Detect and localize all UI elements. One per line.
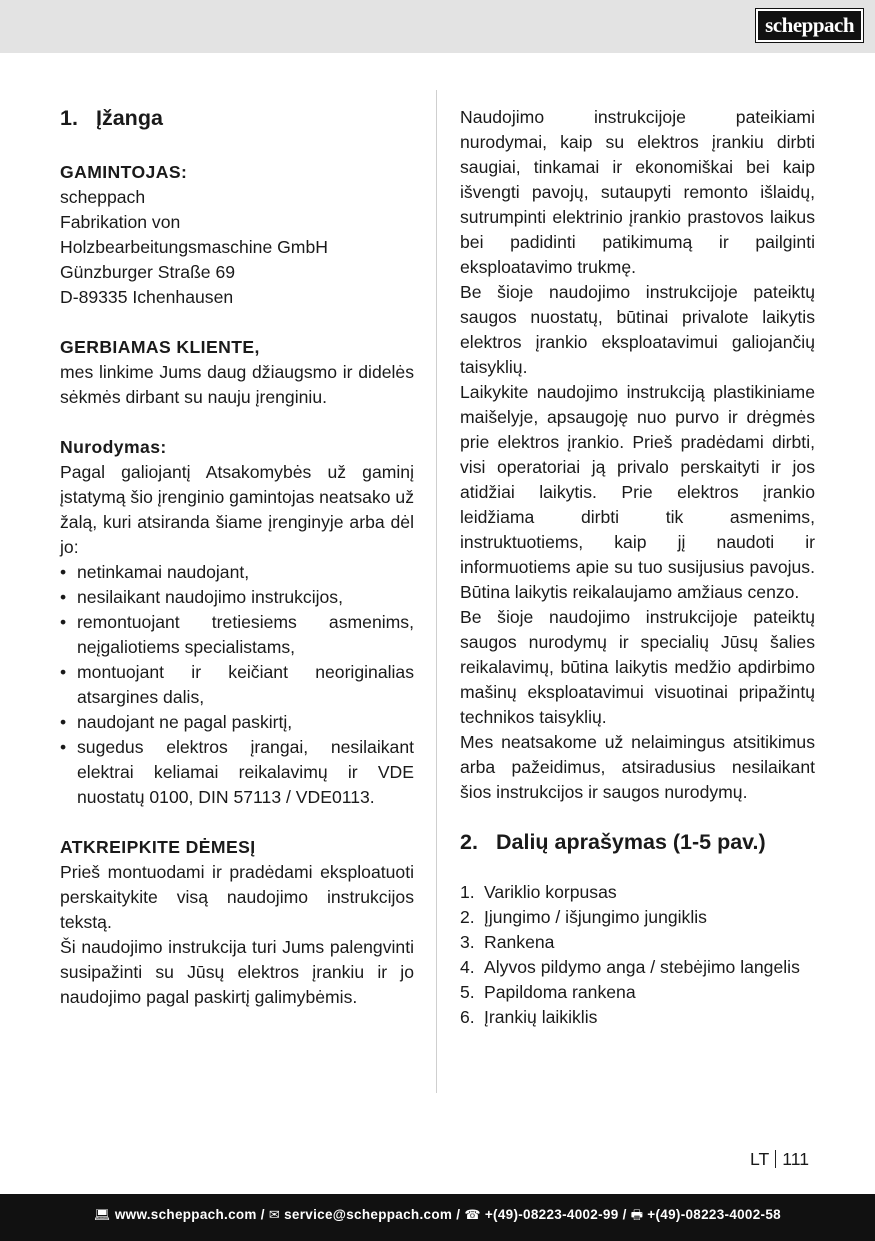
intro-paragraph: Mes neatsakome už nelaimingus atsitikimus arba pažeidimus, atsiradusius nesilaikant šios instrukcijos ir saugos nurodymų.	[460, 732, 815, 802]
intro-paragraph: Naudojimo instrukcijoje pateikiami nurodymai, kaip su elektros įrankiu dirbti saugiai, tinkamai ir ekonomiškai bei kaip išvengti pavojų, sutaupyti remonto išlaidų, sutrumpinti elektrinio įrankio prastovos laikus bei padidinti patikimumą ir pailginti eksploatavimo trukmę.	[460, 107, 815, 277]
note-label: Nurodymas:	[60, 437, 167, 457]
manufacturer-label: GAMINTOJAS:	[60, 162, 188, 182]
right-column	[460, 105, 815, 1030]
manufacturer-address: scheppach Fabrikation von Holzbearbeitungsmaschine GmbH Günzburger Straße 69 D-89335 Ichenhausen	[60, 187, 328, 307]
intro-paragraph: Laikykite naudojimo instrukciją plastikiniame maišelyje, apsaugoję nuo purvo ir drėgmės prie elektros įrankio. Prieš pradėdami dirbti, visi operatoriai ją privalo perskaityti ir jos atidžiai laikytis. Prie elektros įrankio leidžiama dirbti tik asmenims, instruktuotiems, kaip jį naudoti ir informuotiems apie su tuo susijusius pavojus. Būtina laikytis reikalaujamo amžiaus cenzo.	[460, 382, 815, 602]
list-item: 6. Įrankių laikiklis	[460, 1007, 598, 1027]
list-item: • nesilaikant naudojimo instrukcijos,	[60, 585, 414, 610]
mail-icon: ✉︎	[268, 1207, 281, 1222]
section-1-heading: 1. Įžanga	[60, 106, 163, 130]
list-item: • montuojant ir keičiant neoriginalias atsargines dalis,	[60, 660, 414, 710]
page-number-value: 111	[782, 1149, 809, 1169]
attention-paragraph: Ši naudojimo instrukcija turi Jums palengvinti susipažinti su Jūsų elektros įrankiu ir jo naudojimo pagal paskirtį galimybėmis.	[60, 937, 414, 1007]
email-link[interactable]: service@scheppach.com	[284, 1207, 453, 1222]
attention-paragraph: Prieš montuodami ir pradėdami eksploatuoti perskaitykite visą naudojimo instrukcijos tekstą.	[60, 862, 414, 932]
intro-paragraph: Be šioje naudojimo instrukcijoje pateiktų saugos nurodymų ir specialių Jūsų šalies reikalavimų, būtina laikytis medžio apdirbimo mašinų eksploatavimui visuotinai pripažintų technikos taisyklių.	[460, 607, 815, 727]
header-bar	[0, 0, 875, 53]
laptop-icon: 💻︎	[94, 1207, 111, 1222]
column-divider	[436, 90, 437, 1093]
customer-label: GERBIAMAS KLIENTE,	[60, 337, 260, 357]
language-code: LT	[750, 1149, 770, 1169]
phone-icon: ☎︎	[464, 1207, 481, 1222]
scheppach-logo: scheppach	[756, 9, 863, 42]
list-item: 4. Alyvos pildymo anga / stebėjimo langelis	[460, 957, 800, 977]
intro-paragraph: Be šioje naudojimo instrukcijoje pateiktų saugos nuostatų, būtinai privalote laikytis elektros įrankio eksploatavimui galiojančių taisyklių.	[460, 282, 815, 377]
divider	[775, 1150, 776, 1168]
attention-label: ATKREIPKITE DĖMESĮ	[60, 837, 256, 857]
section-2-heading: 2. Dalių aprašymas (1-5 pav.)	[460, 830, 766, 854]
fax-number: +(49)-08223-4002-58	[647, 1207, 781, 1222]
liability-list	[60, 560, 414, 810]
phone-number: +(49)-08223-4002-99	[484, 1207, 619, 1222]
page-number	[750, 1147, 809, 1172]
left-column	[60, 103, 414, 1010]
list-item: 2. Įjungimo / išjungimo jungiklis	[460, 907, 707, 927]
list-item: • remontuojant tretiesiems asmenims, neįgaliotiems specialistams,	[60, 610, 414, 660]
fax-icon: 🖶︎	[630, 1207, 644, 1222]
list-item: 3. Rankena	[460, 932, 555, 952]
website-link[interactable]: www.scheppach.com	[114, 1207, 257, 1222]
customer-text: mes linkime Jums daug džiaugsmo ir didelės sėkmės dirbant su nauju įrenginiu.	[60, 362, 414, 407]
list-item: • netinkamai naudojant,	[60, 560, 414, 585]
parts-list	[460, 880, 815, 1030]
list-item: 5. Papildoma rankena	[460, 982, 636, 1002]
list-item: 1. Variklio korpusas	[460, 882, 617, 902]
list-item: • naudojant ne pagal paskirtį,	[60, 710, 414, 735]
list-item: • sugedus elektros įrangai, nesilaikant elektrai keliamai reikalavimų ir VDE nuostatų 0100, DIN 57113 / VDE0113.	[60, 735, 414, 810]
note-text: Pagal galiojantį Atsakomybės už gaminį įstatymą šio įrenginio gamintojas neatsako už žalą, kuri atsiranda šiame įrenginyje arba dėl jo:	[60, 462, 415, 557]
footer-bar: 💻︎ www.scheppach.com / ✉︎ service@scheppach.com / ☎︎ +(49)-08223-4002-99 / 🖶︎ +(49)-08223-4002-58	[0, 1194, 875, 1241]
